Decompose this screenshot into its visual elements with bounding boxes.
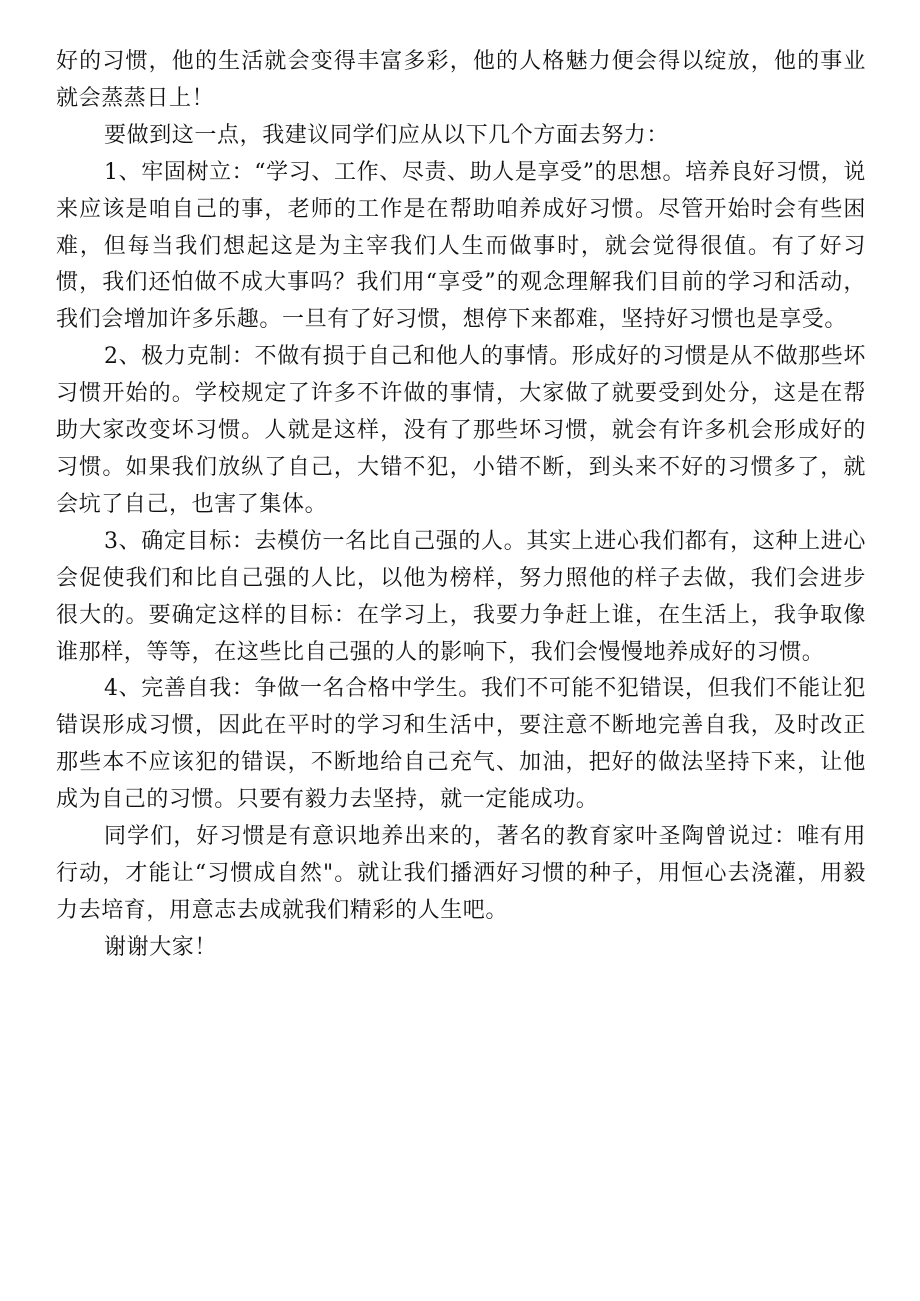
paragraph-conclusion: 同学们，好习惯是有意识地养出来的，著名的教育家叶圣陶曾说过：唯有用行动，才能让“习惯成自然"。就让我们播洒好习惯的种子，用恒心去浇灌，用毅力去培育，用意志去成就我们精彩的人生吧。 (56, 824, 866, 923)
paragraph-continuation: 好的习惯，他的生活就会变得丰富多彩，他的人格魅力便会得以绽放，他的事业就会蒸蒸日上！ (56, 49, 866, 111)
paragraph-point-2: 2、极力克制：不做有损于自己和他人的事情。形成好的习惯是从不做那些坏习惯开始的。学校规定了许多不许做的事情，大家做了就要受到处分，这是在帮助大家改变坏习惯。人就是这样，没有了那些坏习惯，就会有许多机会形成好的习惯。如果我们放纵了自己，大错不犯，小错不断，到头来不好的习惯多了，就会坑了自己，也害了集体。 (56, 344, 866, 517)
paragraph-point-1: 1、牢固树立：“学习、工作、尽责、助人是享受”的思想。培养良好习惯，说来应该是咱自己的事，老师的工作是在帮助咱养成好习惯。尽管开始时会有些困难，但每当我们想起这是为主宰我们人生而做事时，就会觉得很值。有了好习惯，我们还怕做不成大事吗？我们用“享受”的观念理解我们目前的学习和活动，我们会增加许多乐趣。一旦有了好习惯，想停下来都难，坚持好习惯也是享受。 (56, 159, 866, 333)
paragraph-thanks: 谢谢大家！ (104, 934, 218, 960)
paragraph-point-3: 3、确定目标：去模仿一名比自己强的人。其实上进心我们都有，这种上进心会促使我们和比自己强的人比，以他为榜样，努力照他的样子去做，我们会进步很大的。要确定这样的目标：在学习上，我要力争赶上谁，在生活上，我争取像谁那样，等等，在这些比自己强的人的影响下，我们会慢慢地养成好的习惯。 (56, 528, 866, 665)
paragraph-intro: 要做到这一点，我建议同学们应从以下几个方面去努力： (104, 122, 670, 148)
paragraph-point-4: 4、完善自我：争做一名合格中学生。我们不可能不犯错误，但我们不能让犯错误形成习惯，因此在平时的学习和生活中，要注意不断地完善自我，及时改正那些本不应该犯的错误，不断地给自己充气、加油，把好的做法坚持下来，让他成为自己的习惯。只要有毅力去坚持，就一定能成功。 (56, 676, 866, 813)
document-page (56, 44, 866, 967)
